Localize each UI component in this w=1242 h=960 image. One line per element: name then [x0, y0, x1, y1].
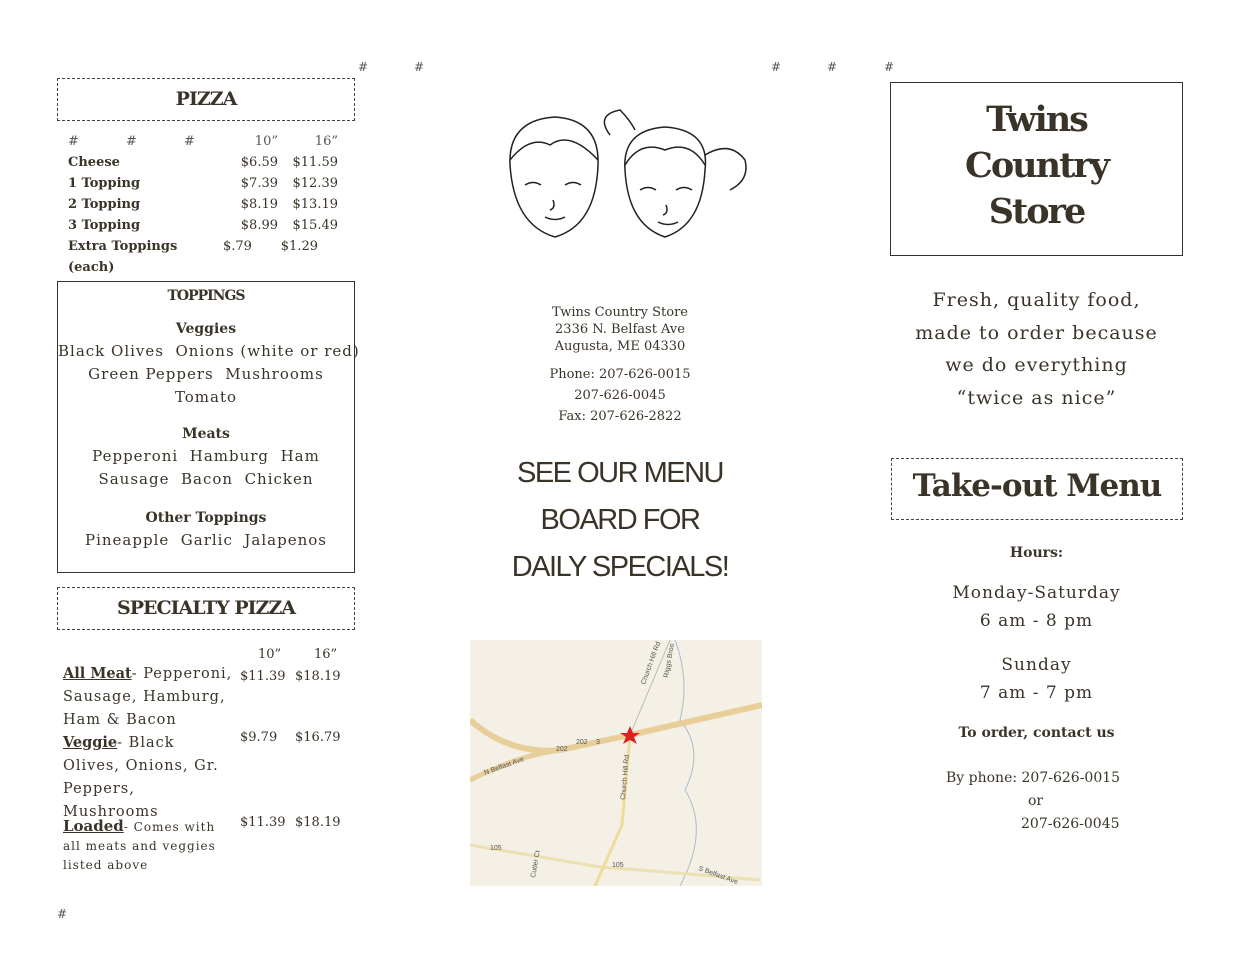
specialty-item [63, 662, 233, 732]
map-label: 105 [612, 862, 624, 869]
item-name: Veggie [63, 734, 118, 751]
other-title: Other Toppings [145, 510, 267, 526]
order-or: or [1028, 793, 1044, 809]
tagline-line: we do everything [945, 354, 1128, 376]
hash-mark: # [57, 907, 68, 921]
map-label: 3 [596, 739, 600, 746]
map-label: N Belfast Ave [483, 755, 526, 777]
pizza-header [57, 78, 355, 121]
price-10: $11.39 [240, 669, 286, 684]
pizza-title: PIZZA [175, 88, 237, 110]
veggies-title: Veggies [175, 321, 237, 337]
weekday-time: 6 am - 8 pm [979, 611, 1094, 631]
takeout-title: Take-out Menu [912, 468, 1162, 504]
specials-line: DAILY SPECIALS! [511, 551, 729, 583]
location-map [470, 640, 762, 886]
pizza-row [68, 152, 338, 173]
pizza-name: Cheese [68, 155, 120, 170]
map-label: Church Hill Rd [620, 754, 631, 801]
item-name: Loaded [63, 817, 124, 835]
price-16: $15.49 [292, 218, 338, 233]
phone2: 207-626-0045 [574, 388, 666, 403]
size-16: 16” [314, 134, 338, 149]
other-line: Pineapple Garlic Jalapenos [85, 531, 327, 549]
pizza-price-table [68, 131, 338, 278]
hash-mark: # [884, 60, 895, 74]
hash-mark: # [126, 134, 137, 149]
meats-line: Sausage Bacon Chicken [98, 470, 314, 488]
weekday: Monday-Saturday [952, 583, 1121, 603]
hours-title: Hours: [1009, 545, 1064, 561]
store-title-line: Twins [986, 99, 1087, 140]
item-desc: - Comes with all meats and veggies listed above [63, 820, 216, 872]
order-phones [946, 767, 1120, 836]
item-name: All Meat [63, 665, 132, 682]
takeout-box [891, 458, 1183, 520]
city: Augusta, ME 04330 [554, 339, 686, 354]
map-label: 105 [490, 845, 502, 852]
pizza-table-header [68, 131, 338, 152]
store-title-line: Store [988, 191, 1085, 232]
twins-illustration [500, 105, 755, 245]
map-label: Riggs Broo [663, 643, 676, 679]
pizza-row [68, 194, 338, 215]
tagline [890, 284, 1183, 414]
fax: Fax: 207-626-2822 [558, 409, 682, 424]
tagline-line: made to order because [915, 321, 1158, 344]
price-16: $18.19 [295, 815, 341, 830]
specialty-title: SPECIALTY PIZZA [116, 597, 296, 619]
map-label: Cutler Ct [530, 849, 542, 879]
store-title-box [890, 82, 1183, 256]
sunday: Sunday [1001, 655, 1072, 675]
pizza-row [68, 236, 338, 278]
price-16: $13.19 [292, 197, 338, 212]
hash-mark: # [827, 60, 838, 74]
meats-title: Meats [182, 426, 230, 442]
veggies-line: Green Peppers Mushrooms [88, 365, 324, 383]
hash-mark: # [68, 134, 79, 149]
price-16: $16.79 [295, 730, 341, 745]
map-label: 202 [556, 746, 568, 753]
pizza-name: 3 Topping [68, 218, 141, 233]
price-10: $9.79 [240, 730, 278, 745]
pizza-row [68, 215, 338, 236]
price-10: $11.39 [240, 815, 286, 830]
size-16: 16” [314, 647, 338, 662]
tagline-line: Fresh, quality food, [932, 289, 1141, 311]
toppings-title: TOPPINGS [167, 288, 245, 304]
tagline-line: “twice as nice” [956, 386, 1117, 409]
veggies-line: Tomato [174, 388, 238, 406]
toppings-box [57, 281, 360, 573]
map-label: Church Hill Rd [640, 640, 663, 686]
meats-line: Pepperoni Hamburg Ham [92, 447, 320, 465]
pizza-name: Extra Toppings (each) [68, 239, 178, 275]
store-title-line: Country [964, 145, 1109, 186]
specials-notice [460, 450, 780, 591]
veggies-line: Black Olives Onions (white or red) [58, 342, 360, 360]
map-label: S Belfast Ave [697, 865, 739, 886]
store-name: Twins Country Store [552, 305, 688, 320]
phone1: Phone: 207-626-0015 [549, 367, 691, 382]
size-10: 10” [254, 134, 278, 149]
pizza-name: 1 Topping [68, 176, 141, 191]
specialty-item [63, 731, 233, 824]
price-10: $8.99 [240, 218, 278, 233]
pizza-name: 2 Topping [68, 197, 141, 212]
specialty-item [63, 817, 228, 875]
specials-line: BOARD FOR [540, 504, 700, 536]
specialty-header [57, 587, 355, 630]
pizza-row [68, 173, 338, 194]
hash-mark: # [184, 134, 195, 149]
item-desc: - Black Olives, Onions, Gr. Peppers, Mushrooms [63, 735, 219, 820]
boy-face-icon [510, 117, 598, 237]
hash-mark: # [358, 60, 369, 74]
price-10: $.79 [223, 239, 252, 254]
girl-face-icon [604, 110, 746, 237]
price-10: $6.59 [240, 155, 278, 170]
map-label: 202 [576, 739, 588, 746]
sunday-time: 7 am - 7 pm [979, 683, 1094, 703]
item-desc: - Pepperoni, Sausage, Hamburg, Ham & Bacon [63, 666, 233, 728]
price-10: $8.19 [240, 197, 278, 212]
order-phone: By phone: 207-626-0015 [946, 770, 1121, 786]
price-16: $1.29 [280, 239, 318, 254]
size-10: 10” [258, 647, 282, 662]
price-16: $11.59 [292, 155, 338, 170]
price-10: $7.39 [240, 176, 278, 191]
address-block [470, 304, 770, 427]
price-16: $18.19 [295, 669, 341, 684]
order-phone2: 207-626-0045 [1021, 816, 1120, 832]
hash-mark: # [771, 60, 782, 74]
price-16: $12.39 [292, 176, 338, 191]
street: 2336 N. Belfast Ave [555, 322, 685, 337]
specials-line: SEE OUR MENU [517, 457, 723, 489]
order-title: To order, contact us [958, 725, 1115, 741]
hash-mark: # [414, 60, 425, 74]
hours-block [890, 545, 1183, 741]
